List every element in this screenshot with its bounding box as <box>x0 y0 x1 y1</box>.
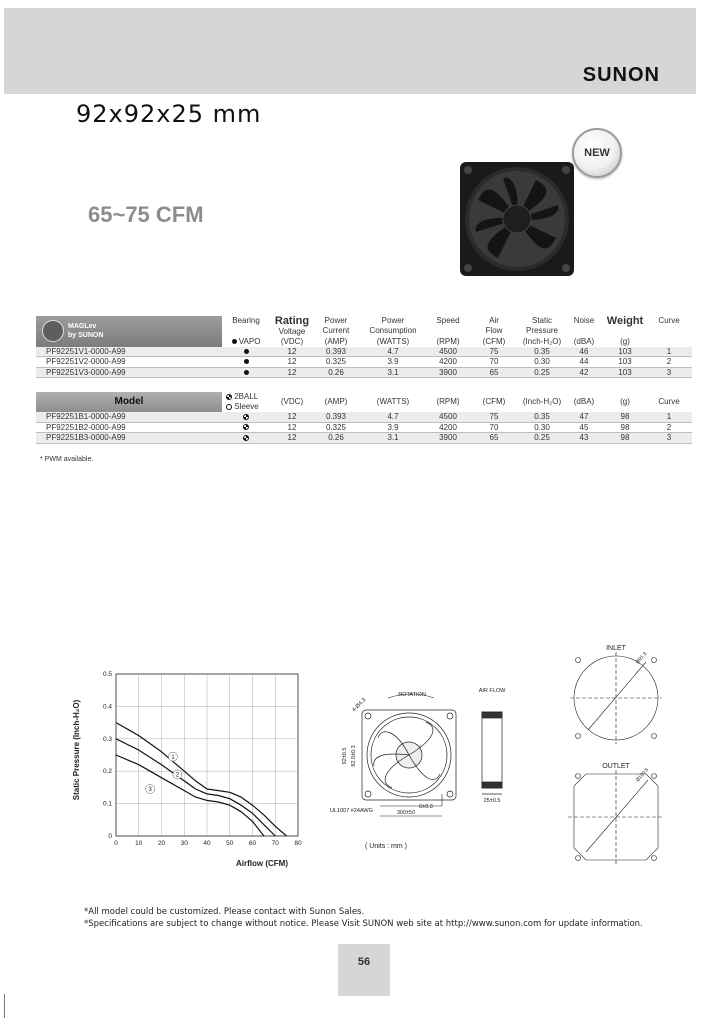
unit-speed: (RPM) <box>436 337 460 346</box>
depth-dim: 25±0.5 <box>483 798 501 804</box>
noise-cell: 43 <box>564 433 604 444</box>
unit-voltage: (VDC) <box>280 397 304 407</box>
vapo-dot-icon <box>244 349 249 354</box>
weight-cell: 98 <box>604 422 646 433</box>
outlet-label: OUTLET <box>602 763 630 770</box>
col-weight: Weight <box>606 316 644 327</box>
col-air-flow <box>468 316 520 337</box>
voltage-cell: 12 <box>270 367 314 378</box>
rotation-label: ROTATION <box>398 692 426 698</box>
col-power-current-l1: Power <box>324 316 348 325</box>
y-tick-label: 0.3 <box>102 735 112 743</box>
wire-label: UL1007 #24AWG <box>330 808 373 814</box>
page-edge-mark <box>4 994 5 1018</box>
col-noise: Noise <box>573 316 595 325</box>
col-static-pressure-l2: Pressure <box>525 326 558 335</box>
airflow-cell: 70 <box>468 357 520 368</box>
x-tick-label: 30 <box>180 840 188 847</box>
vapo-dot-icon <box>244 359 249 364</box>
outlet-guard <box>568 770 664 866</box>
unit-power: (WATTS) <box>376 337 410 346</box>
curve-3-label: 3 <box>148 787 152 794</box>
sleeve-label: Sleeve <box>234 402 259 411</box>
unit-bearing <box>222 337 270 347</box>
unit-pressure: (Inch-H₂O) <box>522 337 562 346</box>
vapo-dot-icon <box>244 370 249 375</box>
col-air-flow-l2: Flow <box>485 326 503 335</box>
unit-curve-empty <box>646 337 692 347</box>
weight-cell: 98 <box>604 412 646 422</box>
bearing-cell <box>222 433 270 444</box>
noise-cell: 45 <box>564 422 604 433</box>
unit-bearing-vapo: VAPO <box>238 337 261 346</box>
power-cell: 3.9 <box>358 357 428 368</box>
fan-side-view <box>482 712 502 794</box>
maglev-line1: MAGLev <box>68 323 97 331</box>
power-cell: 3.9 <box>358 422 428 433</box>
ball-bearing-icon <box>243 414 249 420</box>
speed-cell: 4200 <box>428 422 468 433</box>
table-row <box>36 347 692 357</box>
weight-cell: 103 <box>604 357 646 368</box>
curve-cell: 3 <box>646 367 692 378</box>
airflow-cell: 65 <box>468 433 520 444</box>
model-cell: PF92251B1-0000-A99 <box>36 412 222 422</box>
col-curve: Curve <box>658 397 680 407</box>
wire-length: 300±50 <box>396 810 416 816</box>
x-tick-label: 0 <box>114 840 118 847</box>
pwm-note: * PWM available. <box>40 456 94 463</box>
voltage-cell: 12 <box>270 422 314 433</box>
x-tick-label: 80 <box>294 840 302 847</box>
spec-table-vapo <box>36 316 692 378</box>
current-cell: 0.26 <box>314 367 358 378</box>
voltage-cell: 12 <box>270 347 314 357</box>
airflow-cell: 75 <box>468 412 520 422</box>
maglev-text <box>68 322 103 340</box>
pressure-cell: 0.35 <box>520 412 564 422</box>
table-row <box>36 367 692 378</box>
dim-b: 82.5±0.3 <box>351 745 357 767</box>
bearing-cell <box>222 412 270 422</box>
performance-chart <box>70 668 306 874</box>
unit-pressure: (Inch-H₂O) <box>522 397 562 407</box>
x-tick-label: 10 <box>135 840 143 847</box>
x-tick-label: 70 <box>271 840 279 847</box>
col-power-consumption-l2: Consumption <box>369 326 417 335</box>
model-cell: PF92251V3-0000-A99 <box>36 367 222 378</box>
ball-bearing-icon <box>243 424 249 430</box>
speed-cell: 4500 <box>428 412 468 422</box>
table-row <box>36 357 692 368</box>
col-power-consumption <box>358 316 428 337</box>
ball-label: 2BALL <box>234 392 259 401</box>
spec-table-area <box>36 316 692 444</box>
col-rating-voltage-l1: Rating <box>274 316 310 327</box>
inlet-dim: Ø91.3 <box>634 650 649 666</box>
voltage-cell: 12 <box>270 357 314 368</box>
sleeve-bearing-icon <box>226 404 232 410</box>
unit-noise: (dBA) <box>573 397 595 407</box>
maglev-logo-cell <box>36 316 222 347</box>
model-cell: PF92251V1-0000-A99 <box>36 347 222 357</box>
chart-ylabel: Static Pressure (Inch-H₂O) <box>72 699 81 801</box>
col-rating-voltage <box>270 316 314 337</box>
model-cell: PF92251B3-0000-A99 <box>36 433 222 444</box>
y-tick-label: 0.1 <box>102 800 112 808</box>
curve-cell: 1 <box>646 347 692 357</box>
noise-cell: 44 <box>564 357 604 368</box>
col-speed: Speed <box>436 316 460 325</box>
bearing-cell <box>222 357 270 368</box>
inlet-guard <box>570 652 662 744</box>
speed-cell: 4200 <box>428 357 468 368</box>
new-badge <box>572 128 622 178</box>
noise-cell: 42 <box>564 367 604 378</box>
table-row <box>36 412 692 422</box>
y-tick-label: 0.5 <box>102 671 112 678</box>
unit-current: (AMP) <box>324 397 348 407</box>
dimension-drawing <box>322 686 518 856</box>
outlet-dim: Ø100.5 <box>634 766 651 784</box>
col-static-pressure-l1: Static <box>531 316 552 325</box>
unit-airflow: (CFM) <box>482 397 506 407</box>
pressure-cell: 0.25 <box>520 433 564 444</box>
pressure-cell: 0.30 <box>520 422 564 433</box>
col-rating-voltage-l2: Voltage <box>278 327 306 336</box>
curve-cell: 2 <box>646 357 692 368</box>
voltage-cell: 12 <box>270 433 314 444</box>
y-tick-label: 0.4 <box>102 703 112 711</box>
col-curve: Curve <box>658 316 680 325</box>
col-bearing: Bearing <box>232 316 260 325</box>
table-row <box>36 433 692 444</box>
unit-power: (WATTS) <box>376 397 410 407</box>
voltage-cell: 12 <box>270 412 314 422</box>
bearing-cell <box>222 422 270 433</box>
power-cell: 3.1 <box>358 367 428 378</box>
unit-current: (AMP) <box>324 337 348 346</box>
unit-voltage: (VDC) <box>280 337 304 346</box>
footnote-customize: *All model could be customized. Please contact with Sunon Sales. <box>84 907 365 917</box>
x-tick-label: 20 <box>157 840 166 847</box>
table-row <box>36 422 692 433</box>
col-static-pressure <box>520 316 564 337</box>
hole-dim: 4-Ø4.3 <box>351 697 368 714</box>
pressure-cell: 0.25 <box>520 367 564 378</box>
noise-cell: 47 <box>564 412 604 422</box>
unit-weight: (g) <box>620 337 630 346</box>
units-note: ( Units : mm ) <box>365 843 407 850</box>
unit-weight: (g) <box>620 397 630 407</box>
chart-xlabel: Airflow (CFM) <box>236 859 288 868</box>
current-cell: 0.393 <box>314 412 358 422</box>
current-cell: 0.325 <box>314 422 358 433</box>
airflow-cell: 70 <box>468 422 520 433</box>
page-number: 56 <box>357 956 371 968</box>
curve-1-label: 1 <box>171 754 175 761</box>
speed-cell: 3900 <box>428 433 468 444</box>
strip-length: 6±0.3 <box>419 804 433 810</box>
x-tick-label: 40 <box>203 840 211 847</box>
inlet-outlet-drawing <box>566 636 666 872</box>
maglev-logo <box>36 316 222 346</box>
new-badge-label: NEW <box>584 147 610 159</box>
power-cell: 4.7 <box>358 347 428 357</box>
dim-a: 92±0.5 <box>342 747 348 765</box>
col-power-current <box>314 316 358 337</box>
bearing-cell <box>222 347 270 357</box>
inlet-label: INLET <box>606 645 626 652</box>
fan-photo <box>458 160 576 278</box>
weight-cell: 103 <box>604 347 646 357</box>
airflow-cell: 75 <box>468 347 520 357</box>
bearing-cell <box>222 367 270 378</box>
fan-front-view <box>362 710 456 800</box>
model-header: Model <box>36 392 222 412</box>
x-tick-label: 60 <box>248 840 257 847</box>
current-cell: 0.325 <box>314 357 358 368</box>
speed-cell: 4500 <box>428 347 468 357</box>
model-cell: PF92251B2-0000-A99 <box>36 422 222 433</box>
footnote-specifications: *Specifications are subject to change without notice. Please Visit SUNON web site at http://www.sunon.com for update information. <box>84 919 643 929</box>
col-power-current-l2: Current <box>322 326 350 335</box>
brand-logo: SUNON <box>582 64 660 86</box>
curve-2-label: 2 <box>175 772 180 779</box>
pressure-cell: 0.35 <box>520 347 564 357</box>
col-power-consumption-l1: Power <box>381 316 405 325</box>
unit-speed: (RPM) <box>436 397 460 407</box>
noise-cell: 46 <box>564 347 604 357</box>
page-number-box <box>338 944 390 996</box>
airflow-cell: 65 <box>468 367 520 378</box>
cfm-range: 65~75 CFM <box>88 202 204 227</box>
model-cell: PF92251V2-0000-A99 <box>36 357 222 368</box>
curve-cell: 1 <box>646 412 692 422</box>
ball-bearing-icon <box>243 435 249 441</box>
maglev-line2: by SUNON <box>68 332 104 340</box>
chart-grid <box>116 674 298 836</box>
unit-noise: (dBA) <box>573 337 595 346</box>
current-cell: 0.26 <box>314 433 358 444</box>
product-size-title: 92x92x25 mm <box>76 100 262 128</box>
vapo-dot-icon <box>232 339 237 344</box>
weight-cell: 103 <box>604 367 646 378</box>
curve-cell: 2 <box>646 422 692 433</box>
x-tick-label: 50 <box>226 840 234 847</box>
power-cell: 3.1 <box>358 433 428 444</box>
col-ball-sleeve <box>222 392 270 412</box>
spec-table-ball <box>36 392 692 444</box>
pressure-cell: 0.30 <box>520 357 564 368</box>
footnotes <box>84 906 643 930</box>
y-tick-label: 0 <box>108 833 112 840</box>
y-tick-label: 0.2 <box>102 768 112 776</box>
col-air-flow-l1: Air <box>489 316 499 325</box>
ball-bearing-icon <box>226 394 232 400</box>
current-cell: 0.393 <box>314 347 358 357</box>
weight-cell: 98 <box>604 433 646 444</box>
power-cell: 4.7 <box>358 412 428 422</box>
speed-cell: 3900 <box>428 367 468 378</box>
maglev-emblem-icon <box>42 320 64 342</box>
airflow-label: AIR FLOW <box>478 688 506 694</box>
curve-cell: 3 <box>646 433 692 444</box>
unit-airflow: (CFM) <box>482 337 506 346</box>
